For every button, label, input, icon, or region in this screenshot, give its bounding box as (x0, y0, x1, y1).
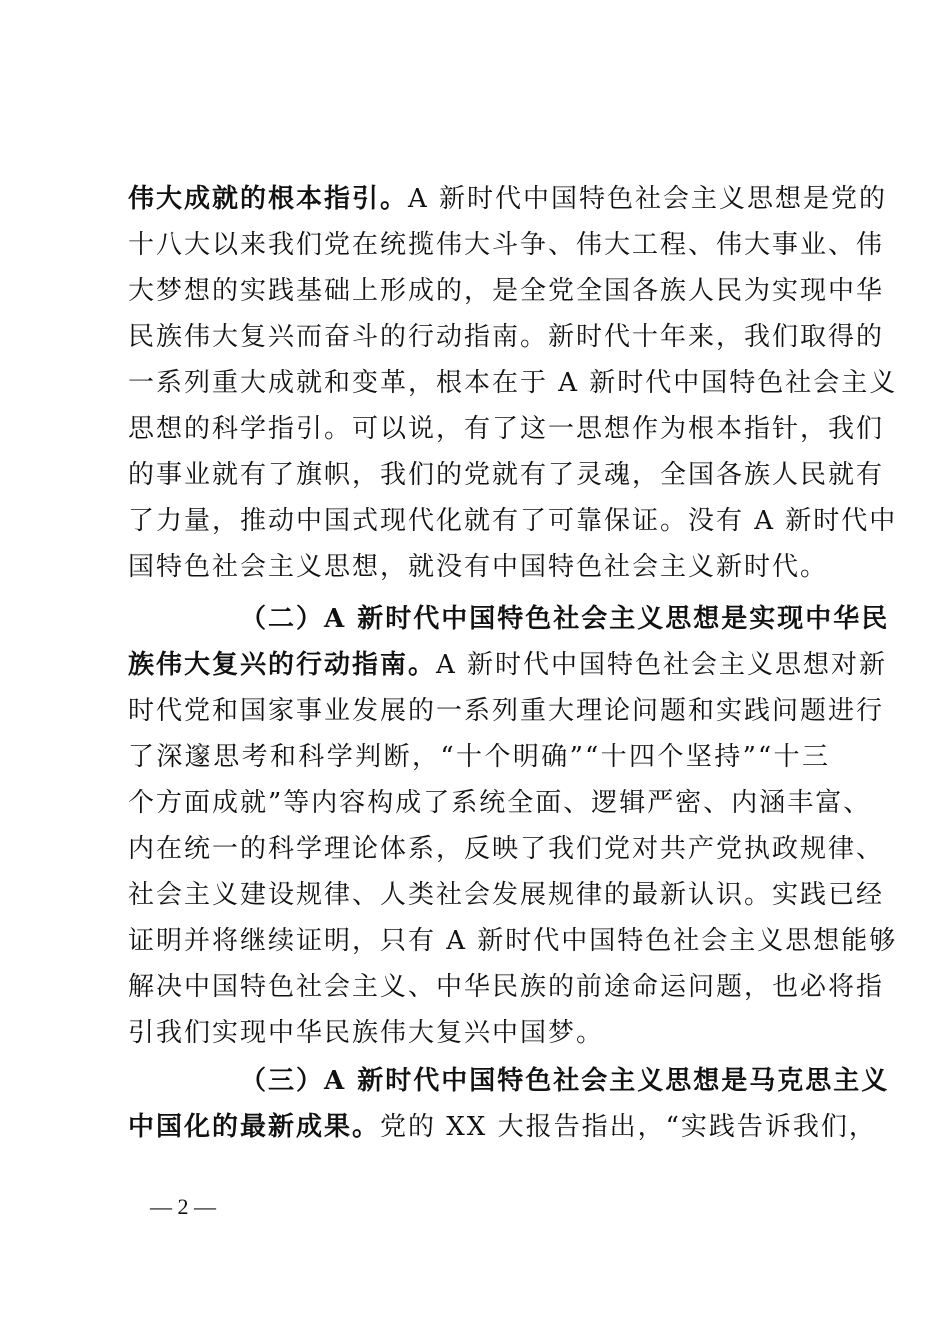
text-line: 解决中国特色社会主义、中华民族的前途命运问题，也必将指 (128, 972, 885, 1002)
text-line: 思想的科学指引。可以说，有了这一思想作为根本指针，我们 (128, 414, 885, 444)
page-number: — 2 — (150, 1194, 216, 1219)
text-line: 的事业就有了旗帜，我们的党就有了灵魂，全国各族人民就有 (128, 460, 885, 490)
bold-heading-text: 伟大成就的根本指引。 (128, 184, 409, 214)
text-line: 了力量，推动中国式现代化就有了可靠保证。没有 A 新时代中 (128, 506, 898, 536)
text-line (128, 642, 888, 688)
bold-heading-text: 中国化的最新成果。 (128, 1112, 381, 1142)
text-line: 了深邃思考和科学判断，“十个明确”“十四个坚持”“十三 (128, 742, 830, 772)
text-line: 内在统一的科学理论体系，反映了我们党对共产党执政规律、 (128, 834, 885, 864)
bold-heading-text: 族伟大复兴的行动指南。 (128, 650, 437, 680)
text-line: 社会主义建设规律、人类社会发展规律的最新认识。实践已经 (128, 880, 885, 910)
body-text: A 新时代中国特色社会主义思想对新 (436, 650, 888, 680)
section-heading: （三）A 新时代中国特色社会主义思想是马克思主义 (240, 1066, 890, 1096)
body-text: A 新时代中国特色社会主义思想是党的 (408, 184, 888, 214)
text-line: 引我们实现中华民族伟大复兴中国梦。 (128, 1018, 605, 1048)
section-heading: （二）A 新时代中国特色社会主义思想是实现中华民 (240, 604, 890, 634)
text-line: 大梦想的实践基础上形成的，是全党全国各族人民为实现中华 (128, 276, 885, 306)
text-line (128, 1104, 877, 1150)
text-line: 个方面成就”等内容构成了系统全面、逻辑严密、内涵丰富、 (128, 788, 872, 818)
text-line: 证明并将继续证明，只有 A 新时代中国特色社会主义思想能够 (128, 926, 898, 956)
text-line: 民族伟大复兴而奋斗的行动指南。新时代十年来，我们取得的 (128, 322, 885, 352)
text-line: 国特色社会主义思想，就没有中国特色社会主义新时代。 (128, 552, 829, 582)
body-text: 党的 XX 大报告指出，“实践告诉我们， (380, 1112, 877, 1142)
text-line (128, 176, 888, 222)
text-line: 一系列重大成就和变革，根本在于 A 新时代中国特色社会主义 (128, 368, 898, 398)
text-line: 时代党和国家事业发展的一系列重大理论问题和实践问题进行 (128, 696, 885, 726)
text-line: 十八大以来我们党在统揽伟大斗争、伟大工程、伟大事业、伟 (128, 230, 885, 260)
